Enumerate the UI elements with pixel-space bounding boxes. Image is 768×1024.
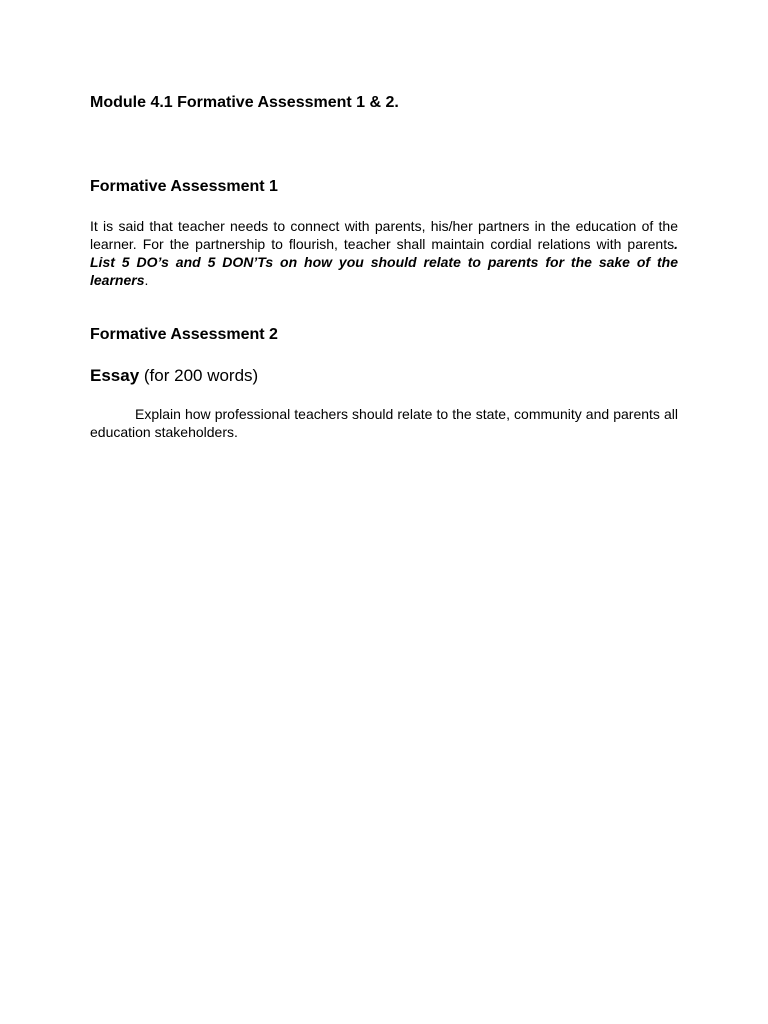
essay-line [90, 365, 678, 387]
essay-prompt: Explain how professional teachers should relate to the state, community and parents all education stakeholders. [90, 406, 678, 440]
fa1-text-plain: It is said that teacher needs to connect with parents, his/her partners in the education of the learner. For the partnership to flourish, teacher shall maintain cordial relations with parents [90, 218, 678, 252]
module-title: Module 4.1 Formative Assessment 1 & 2. [90, 94, 399, 111]
essay-word-count-note: (for 200 words) [139, 366, 259, 385]
essay-label: Essay [90, 366, 140, 385]
formative-assessment-2-heading: Formative Assessment 2 [90, 326, 278, 343]
formative-assessment-1-instructions [90, 217, 678, 289]
fa1-text-end: . [144, 272, 149, 288]
fa1-text-emphasis: . List 5 DO’s and 5 DON’Ts on how you should relate to parents for the sake of the learners [90, 236, 678, 288]
formative-assessment-1-heading: Formative Assessment 1 [90, 178, 278, 195]
document-content [90, 92, 678, 441]
